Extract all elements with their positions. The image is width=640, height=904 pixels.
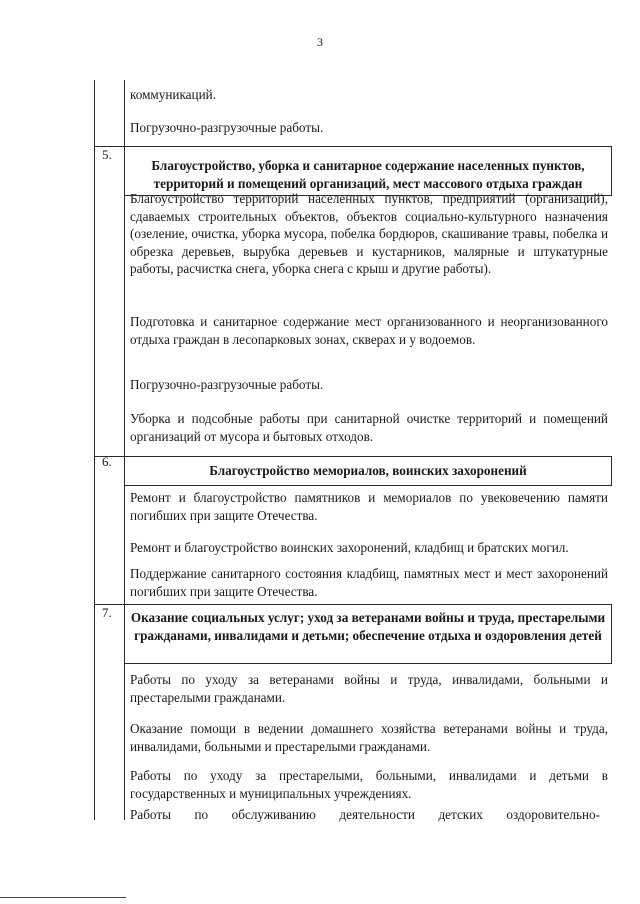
section-heading: Благоустройство, уборка и санитарное содержание населенных пунктов, территорий и помещений организаций, мест массового отдыха граждан	[151, 158, 585, 191]
section-item: Погрузочно-разгрузочные работы.	[130, 377, 324, 392]
section-number: 6.	[102, 454, 112, 469]
section-item: Подготовка и санитарное содержание мест организованного и неорганизованного отдыха граждан в лесопарковых зонах, скверах и у водоемов.	[130, 314, 608, 347]
section-item: Ремонт и благоустройство воинских захоронений, кладбищ и братских могил.	[130, 540, 569, 555]
row-divider	[124, 485, 611, 486]
page-number: 3	[317, 35, 323, 49]
row-divider	[94, 146, 611, 147]
content-column-right-border	[611, 456, 612, 486]
number-column-left-border	[94, 80, 95, 820]
section-item: Поддержание санитарного состояния кладбищ, памятных мест и мест захоронений погибших при защите Отечества.	[130, 566, 608, 599]
section-item: Благоустройство территорий населенных пунктов, предприятий (организаций), сдаваемых строительных объектов, объектов социально-культурного назначения (озеление, очистка, уборка мусора, побелка бордюров, скашивание травы, побелка и обрезка деревьев, вырубка деревьев и кустарников, малярные и штукатурные работы, расчистка снега, уборка снега с крыш и другие работы).	[130, 191, 608, 277]
content-column-right-border	[611, 146, 612, 196]
number-column-right-border	[124, 80, 125, 820]
row-divider	[94, 604, 611, 605]
footnote-separator	[0, 897, 126, 898]
section-item: Работы по уходу за ветеранами войны и труда, инвалидами, больными и престарелыми гражданами.	[130, 672, 608, 705]
content-column-right-border	[611, 604, 612, 664]
section-item: Работы по уходу за престарелыми, больными, инвалидами и детьми в государственных и муниципальных учреждениях.	[130, 768, 608, 801]
section-item: Работы по обслуживанию деятельности детских оздоровительно-	[130, 807, 600, 822]
row-divider	[124, 663, 611, 664]
row-divider	[94, 456, 611, 457]
continuation-text: коммуникаций.	[130, 87, 217, 102]
section-heading: Оказание социальных услуг; уход за ветеранами войны и труда, престарелыми гражданами, инвалидами и детьми; обеспечение отдыха и оздоровления детей	[130, 610, 606, 643]
section-number: 5.	[102, 147, 112, 162]
section-number: 7.	[102, 605, 112, 620]
section-item: Уборка и подсобные работы при санитарной очистке территорий и помещений организаций от мусора и бытовых отходов.	[130, 411, 608, 444]
section-item: Оказание помощи в ведении домашнего хозяйства ветеранами войны и труда, инвалидами, больными и престарелыми гражданами.	[130, 721, 608, 754]
continuation-text: Погрузочно-разгрузочные работы.	[130, 120, 324, 135]
section-heading: Благоустройство мемориалов, воинских захоронений	[209, 463, 527, 478]
section-item: Ремонт и благоустройство памятников и мемориалов по увековечению памяти погибших при защите Отечества.	[130, 490, 608, 523]
